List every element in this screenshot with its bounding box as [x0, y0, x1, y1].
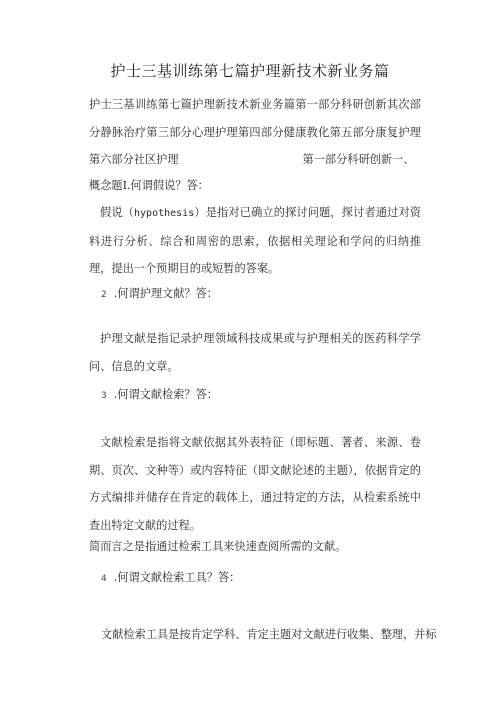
question-4-text: .何谓文献检索工具？答： [113, 571, 241, 584]
answer-hypothesis [89, 199, 421, 283]
answer-2: 护理文献是指记录护理领域科技成果或与护理相关的医药科学学问、信息的文章。 [89, 332, 421, 373]
concept-question-1: 概念题I.何谓假说？答： [89, 179, 209, 192]
hypothesis-term: hypothesis [134, 208, 195, 219]
question-3-number: 3 [101, 391, 107, 401]
answer-3: 文献检索是指将文献依据其外表特征（即标题、著者、来源、卷期、页次、文种等）或内容特征（即文献论述的主题），依据肯定的方式编排并储存在肯定的载体上，通过特定的方法，从检索系统中查出特定文献的过程。 [89, 436, 421, 532]
question-4 [101, 568, 240, 589]
question-3 [101, 385, 218, 406]
question-2-text: .何谓护理文献？答： [113, 287, 218, 300]
answer-4: 文献检索工具是按肯定学科、肯定主题对文献进行收集、整理，并标 [101, 628, 437, 641]
document-title: 护士三基训练第七篇护理新技术新业务篇 [110, 62, 390, 80]
hypothesis-post: ）是指对已确立的探讨问题，探讨者通过对资料进行分析、综合和周密的思索，依据相关理论和学问的归纳推理，提出一个预期目的或短暂的答案。 [89, 206, 421, 275]
intro-paragraph [89, 91, 421, 174]
hypothesis-pre: 假说（ [100, 206, 135, 219]
answer-3-summary: 简而言之是指通过检索工具来快速查阅所需的文献。 [89, 540, 347, 553]
question-3-text: .何谓文献检索？答： [113, 388, 218, 401]
intro-text: 护士三基训练第七篇护理新技术新业务篇第一部分科研创新其次部分静脉治疗第三部分心理护理第四部分健康教化第五部分康复护理第六部分社区护理 [89, 98, 421, 166]
question-2 [101, 284, 218, 305]
intro-tail-text: 第一部分科研创新一、 [302, 153, 415, 166]
question-4-number: 4 [101, 574, 107, 584]
question-2-number: 2 [101, 290, 107, 300]
